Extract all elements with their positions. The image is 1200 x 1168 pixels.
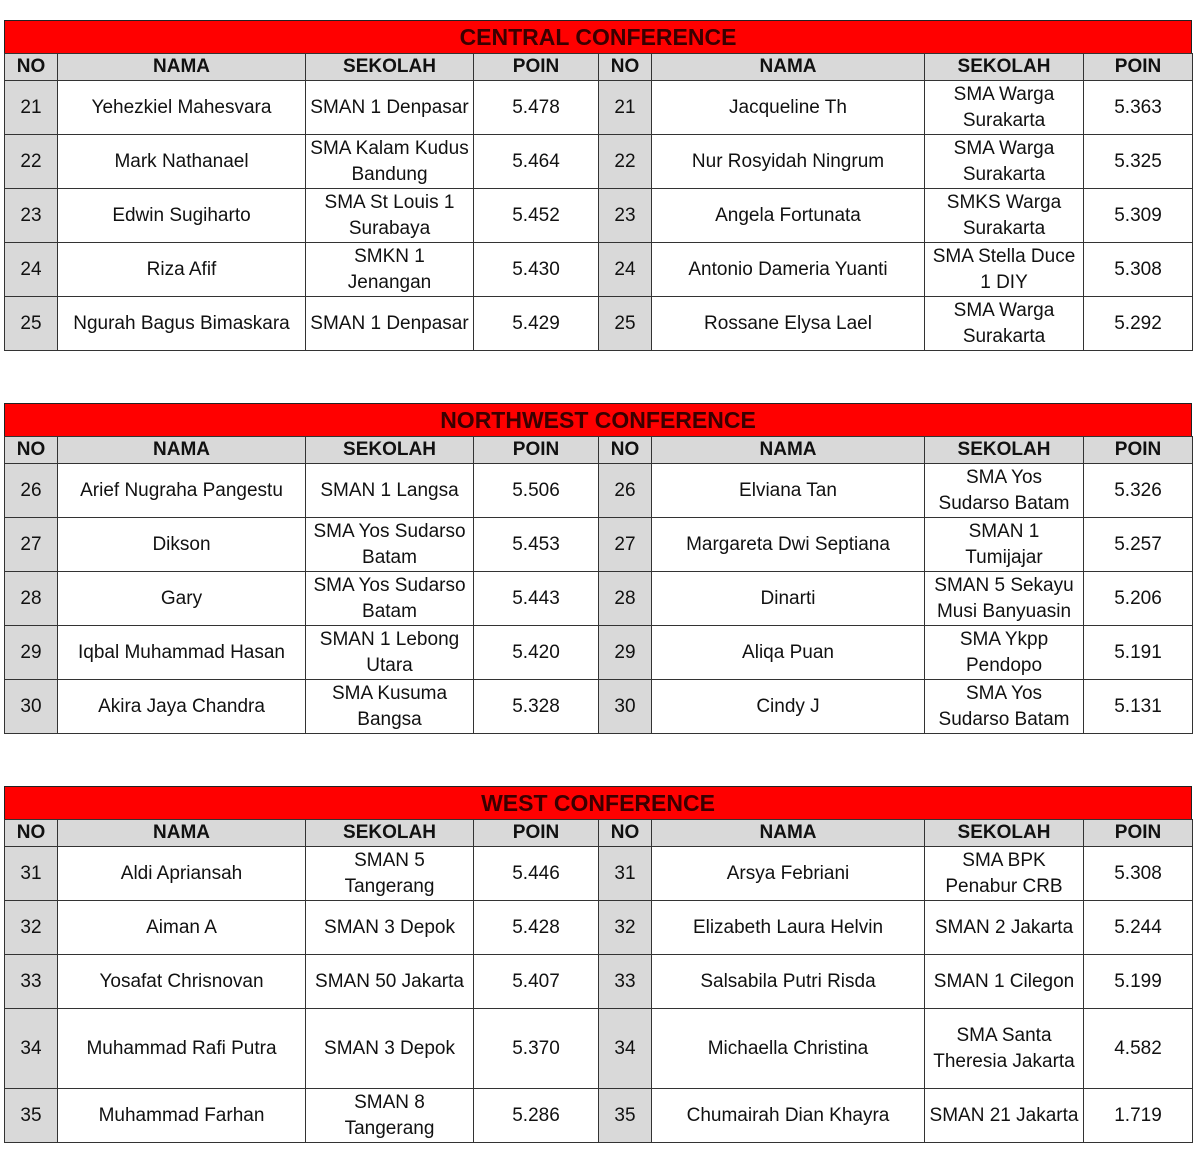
name-cell: Aldi Apriansah (58, 847, 306, 901)
points-cell: 5.326 (1084, 464, 1193, 518)
points-cell: 5.430 (474, 243, 599, 297)
name-cell: Yehezkiel Mahesvara (58, 81, 306, 135)
table-row (5, 135, 1193, 189)
points-cell: 5.478 (474, 81, 599, 135)
no-cell: 34 (599, 1009, 652, 1089)
points-cell: 5.452 (474, 189, 599, 243)
points-cell: 5.257 (1084, 518, 1193, 572)
no-cell: 21 (599, 81, 652, 135)
no-cell: 34 (5, 1009, 58, 1089)
no-cell: 26 (599, 464, 652, 518)
header-poin: POIN (1084, 820, 1193, 847)
no-cell: 21 (5, 81, 58, 135)
header-sekolah: SEKOLAH (925, 54, 1084, 81)
points-cell: 5.199 (1084, 955, 1193, 1009)
points-cell: 5.286 (474, 1089, 599, 1143)
school-cell: SMKN 1 Jenangan (306, 243, 474, 297)
name-cell: Gary (58, 572, 306, 626)
table-row (5, 243, 1193, 297)
school-cell: SMAN 8 Tangerang (306, 1089, 474, 1143)
school-cell: SMAN 1 Tumijajar (925, 518, 1084, 572)
points-cell: 5.328 (474, 680, 599, 734)
points-cell: 5.206 (1084, 572, 1193, 626)
name-cell: Rossane Elysa Lael (652, 297, 925, 351)
school-cell: SMA Warga Surakarta (925, 297, 1084, 351)
points-cell: 5.453 (474, 518, 599, 572)
points-cell: 5.506 (474, 464, 599, 518)
conference-title: WEST CONFERENCE (4, 786, 1192, 819)
standings-table (4, 436, 1193, 734)
name-cell: Salsabila Putri Risda (652, 955, 925, 1009)
name-cell: Chumairah Dian Khayra (652, 1089, 925, 1143)
no-cell: 27 (599, 518, 652, 572)
name-cell: Ngurah Bagus Bimaskara (58, 297, 306, 351)
table-row (5, 81, 1193, 135)
school-cell: SMA Yos Sudarso Batam (306, 572, 474, 626)
school-cell: SMAN 5 Sekayu Musi Banyuasin (925, 572, 1084, 626)
points-cell: 5.308 (1084, 243, 1193, 297)
points-cell: 5.131 (1084, 680, 1193, 734)
school-cell: SMAN 1 Langsa (306, 464, 474, 518)
header-poin: POIN (1084, 54, 1193, 81)
school-cell: SMA Kusuma Bangsa (306, 680, 474, 734)
table-row (5, 518, 1193, 572)
school-cell: SMAN 1 Denpasar (306, 297, 474, 351)
no-cell: 26 (5, 464, 58, 518)
header-poin: POIN (474, 437, 599, 464)
no-cell: 24 (5, 243, 58, 297)
points-cell: 5.309 (1084, 189, 1193, 243)
header-row (5, 437, 1193, 464)
header-poin: POIN (1084, 437, 1193, 464)
school-cell: SMAN 1 Cilegon (925, 955, 1084, 1009)
school-cell: SMA Santa Theresia Jakarta (925, 1009, 1084, 1089)
table-row (5, 680, 1193, 734)
school-cell: SMAN 5 Tangerang (306, 847, 474, 901)
points-cell: 5.370 (474, 1009, 599, 1089)
header-sekolah: SEKOLAH (925, 820, 1084, 847)
school-cell: SMAN 1 Lebong Utara (306, 626, 474, 680)
school-cell: SMAN 3 Depok (306, 901, 474, 955)
header-sekolah: SEKOLAH (306, 820, 474, 847)
no-cell: 25 (5, 297, 58, 351)
name-cell: Dikson (58, 518, 306, 572)
points-cell: 5.191 (1084, 626, 1193, 680)
school-cell: SMA Yos Sudarso Batam (925, 680, 1084, 734)
header-poin: POIN (474, 54, 599, 81)
header-no: NO (599, 820, 652, 847)
name-cell: Michaella Christina (652, 1009, 925, 1089)
no-cell: 33 (599, 955, 652, 1009)
school-cell: SMA Stella Duce 1 DIY (925, 243, 1084, 297)
header-nama: NAMA (652, 820, 925, 847)
no-cell: 28 (599, 572, 652, 626)
no-cell: 31 (5, 847, 58, 901)
northwest-conference-table (4, 403, 1192, 734)
header-sekolah: SEKOLAH (925, 437, 1084, 464)
no-cell: 23 (599, 189, 652, 243)
name-cell: Arsya Febriani (652, 847, 925, 901)
points-cell: 5.428 (474, 901, 599, 955)
name-cell: Muhammad Farhan (58, 1089, 306, 1143)
no-cell: 32 (5, 901, 58, 955)
header-sekolah: SEKOLAH (306, 437, 474, 464)
no-cell: 29 (599, 626, 652, 680)
name-cell: Muhammad Rafi Putra (58, 1009, 306, 1089)
name-cell: Angela Fortunata (652, 189, 925, 243)
points-cell: 5.407 (474, 955, 599, 1009)
table-row (5, 464, 1193, 518)
points-cell: 5.429 (474, 297, 599, 351)
no-cell: 32 (599, 901, 652, 955)
no-cell: 23 (5, 189, 58, 243)
points-cell: 1.719 (1084, 1089, 1193, 1143)
no-cell: 35 (599, 1089, 652, 1143)
header-no: NO (5, 54, 58, 81)
name-cell: Riza Afif (58, 243, 306, 297)
table-row (5, 626, 1193, 680)
name-cell: Aliqa Puan (652, 626, 925, 680)
school-cell: SMA Yos Sudarso Batam (306, 518, 474, 572)
header-nama: NAMA (652, 437, 925, 464)
points-cell: 5.363 (1084, 81, 1193, 135)
header-no: NO (5, 820, 58, 847)
table-row (5, 1089, 1193, 1143)
table-row (5, 955, 1193, 1009)
standings-table (4, 819, 1193, 1143)
header-nama: NAMA (58, 437, 306, 464)
no-cell: 25 (599, 297, 652, 351)
header-nama: NAMA (652, 54, 925, 81)
points-cell: 5.244 (1084, 901, 1193, 955)
name-cell: Yosafat Chrisnovan (58, 955, 306, 1009)
table-row (5, 297, 1193, 351)
header-no: NO (5, 437, 58, 464)
name-cell: Arief Nugraha Pangestu (58, 464, 306, 518)
standings-table (4, 53, 1193, 351)
table-row (5, 847, 1193, 901)
school-cell: SMAN 21 Jakarta (925, 1089, 1084, 1143)
header-nama: NAMA (58, 820, 306, 847)
name-cell: Nur Rosyidah Ningrum (652, 135, 925, 189)
no-cell: 28 (5, 572, 58, 626)
school-cell: SMA BPK Penabur CRB (925, 847, 1084, 901)
school-cell: SMA Ykpp Pendopo (925, 626, 1084, 680)
name-cell: Margareta Dwi Septiana (652, 518, 925, 572)
no-cell: 27 (5, 518, 58, 572)
points-cell: 5.292 (1084, 297, 1193, 351)
name-cell: Iqbal Muhammad Hasan (58, 626, 306, 680)
name-cell: Akira Jaya Chandra (58, 680, 306, 734)
name-cell: Cindy J (652, 680, 925, 734)
school-cell: SMAN 1 Denpasar (306, 81, 474, 135)
west-conference-table (4, 786, 1192, 1143)
name-cell: Elviana Tan (652, 464, 925, 518)
points-cell: 5.420 (474, 626, 599, 680)
no-cell: 22 (599, 135, 652, 189)
name-cell: Mark Nathanael (58, 135, 306, 189)
header-nama: NAMA (58, 54, 306, 81)
school-cell: SMA St Louis 1 Surabaya (306, 189, 474, 243)
header-sekolah: SEKOLAH (306, 54, 474, 81)
header-poin: POIN (474, 820, 599, 847)
no-cell: 30 (599, 680, 652, 734)
school-cell: SMKS Warga Surakarta (925, 189, 1084, 243)
no-cell: 35 (5, 1089, 58, 1143)
school-cell: SMA Warga Surakarta (925, 81, 1084, 135)
name-cell: Antonio Dameria Yuanti (652, 243, 925, 297)
name-cell: Aiman A (58, 901, 306, 955)
central-conference-table (4, 20, 1192, 351)
no-cell: 22 (5, 135, 58, 189)
header-no: NO (599, 437, 652, 464)
school-cell: SMAN 50 Jakarta (306, 955, 474, 1009)
header-no: NO (599, 54, 652, 81)
no-cell: 29 (5, 626, 58, 680)
school-cell: SMAN 3 Depok (306, 1009, 474, 1089)
points-cell: 5.443 (474, 572, 599, 626)
points-cell: 5.446 (474, 847, 599, 901)
name-cell: Jacqueline Th (652, 81, 925, 135)
header-row (5, 54, 1193, 81)
table-row (5, 901, 1193, 955)
header-row (5, 820, 1193, 847)
name-cell: Edwin Sugiharto (58, 189, 306, 243)
name-cell: Dinarti (652, 572, 925, 626)
conference-title: NORTHWEST CONFERENCE (4, 403, 1192, 436)
table-row (5, 572, 1193, 626)
points-cell: 5.464 (474, 135, 599, 189)
table-row (5, 1009, 1193, 1089)
no-cell: 30 (5, 680, 58, 734)
no-cell: 33 (5, 955, 58, 1009)
school-cell: SMA Warga Surakarta (925, 135, 1084, 189)
table-row (5, 189, 1193, 243)
school-cell: SMA Kalam Kudus Bandung (306, 135, 474, 189)
school-cell: SMAN 2 Jakarta (925, 901, 1084, 955)
no-cell: 31 (599, 847, 652, 901)
points-cell: 5.308 (1084, 847, 1193, 901)
no-cell: 24 (599, 243, 652, 297)
points-cell: 4.582 (1084, 1009, 1193, 1089)
name-cell: Elizabeth Laura Helvin (652, 901, 925, 955)
points-cell: 5.325 (1084, 135, 1193, 189)
conference-title: CENTRAL CONFERENCE (4, 20, 1192, 53)
school-cell: SMA Yos Sudarso Batam (925, 464, 1084, 518)
